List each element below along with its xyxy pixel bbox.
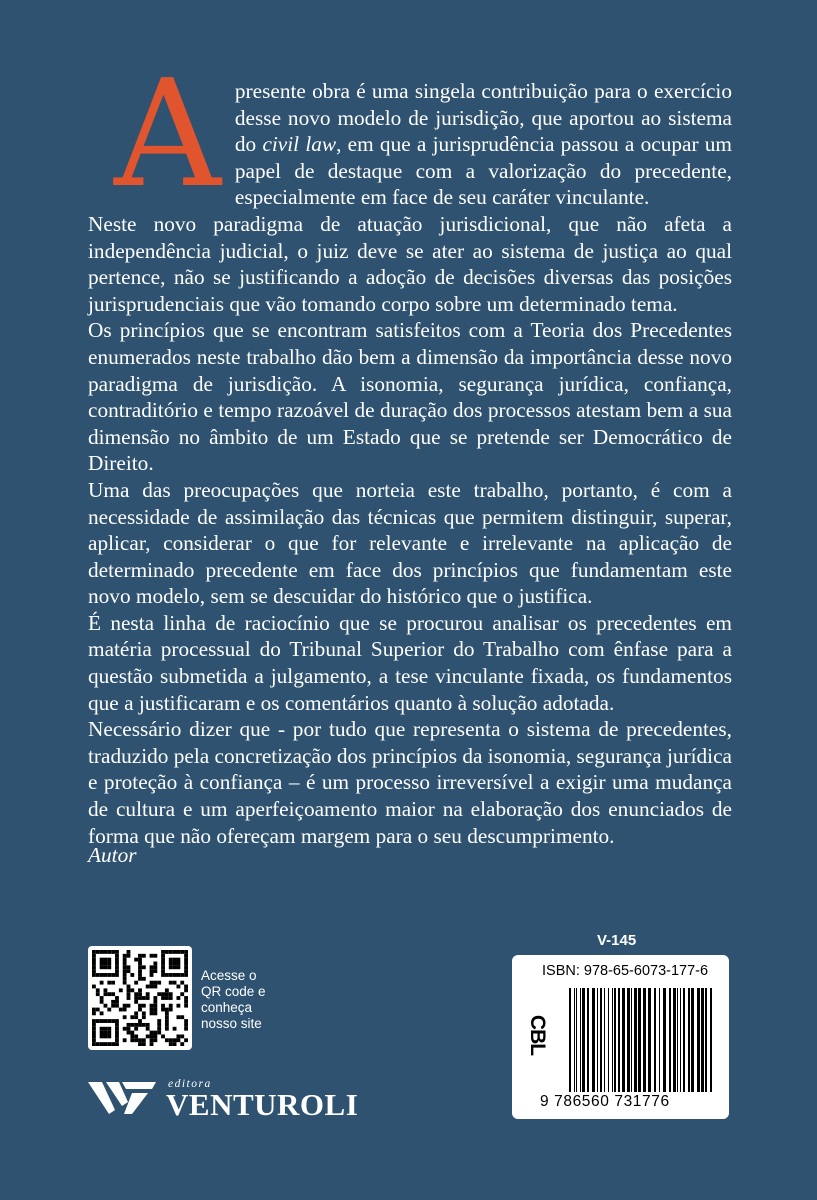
paragraph-6: Necessário dizer que - por tudo que representa o sistema de precedentes, traduzido pela concretização dos princípios da isonomia, segurança jurídica e proteção à confiança – é um processo irreversível a exigir uma mudança de cultura e um aperfeiçoamento maior na elaboração dos enunciados de forma que não ofereçam margem para o seu descumprimento. — [88, 717, 732, 848]
qr-caption-line: nosso site — [201, 1016, 262, 1031]
publisher-logo — [88, 1076, 368, 1120]
paragraph-3: Os princípios que se encontram satisfeitos com a Teoria dos Precedentes enumerados neste trabalho dão bem a dimensão da importância desse novo paradigma de jurisdição. A isonomia, segurança jurídica, confiança, contraditório e tempo razoável de duração dos processos atestam bem a sua dimensão no âmbito de um Estado que se pretende ser Democrático de Direito. — [88, 318, 732, 476]
qr-caption — [201, 968, 281, 1032]
drop-cap: A — [114, 48, 221, 220]
catalog-code: V-145 — [597, 932, 637, 949]
paragraph-1-end: , em que a jurisprudência passou a ocupar um papel de destaque com a valorização do precedente, especialmente em face de seu caráter vinculante. — [234, 132, 732, 210]
barcode-icon — [569, 988, 715, 1092]
paragraph-4: Uma das preocupações que norteia este trabalho, portanto, é com a necessidade de assimilação das técnicas que permitem distinguir, superar, aplicar, considerar o que for relevante e irrelevante na aplicação de determinado precedente em face dos princípios que fundamentam este novo modelo, sem se descuidar do histórico que o justifica. — [88, 477, 732, 609]
paragraph-1 — [88, 48, 732, 220]
qr-code[interactable] — [88, 946, 192, 1050]
barcode-digits: 9 786560 731776 — [540, 1093, 670, 1110]
author-signature: Autor — [88, 843, 137, 867]
qr-caption-line: Acesse o — [201, 968, 257, 983]
publisher-v-logo-icon — [88, 1080, 158, 1116]
qr-caption-line: QR code e — [201, 984, 266, 999]
qr-caption-line: conheça — [201, 1000, 253, 1015]
cbl-mark-text: CBL — [526, 1014, 550, 1056]
paragraph-1-start: presente obra é uma singela contribuição para o exercício desse novo modelo de jurisdição, que aportou ao sistema do — [234, 79, 732, 157]
back-cover-text — [88, 48, 732, 849]
cbl-mark — [517, 1015, 557, 1055]
paragraph-2: Neste novo paradigma de atuação jurisdicional, que não afeta a independência judicial, o juiz deve se ater ao sistema de justiça ao qual pertence, não se justificando a adoção de decisões diversas das posições jurisprudenciais que vão tomando corpo sobre um determinado tema. — [88, 211, 732, 316]
isbn-label: ISBN: 978-65-6073-177-6 — [542, 963, 709, 979]
qr-code-icon — [92, 950, 188, 1046]
publisher-name: VENTUROLI — [166, 1087, 359, 1122]
paragraph-5: É nesta linha de raciocínio que se procurou analisar os precedentes em matéria processual do Tribunal Superior do Trabalho com ênfase para a questão submetida a julgamento, a tese vinculante fixada, os fundamentos que a justificaram e os comentários quanto à solução adotada. — [88, 610, 732, 715]
civil-law-term: civil law — [262, 132, 337, 157]
publisher-small-label: editora — [168, 1078, 212, 1090]
isbn-barcode-box — [512, 955, 729, 1119]
